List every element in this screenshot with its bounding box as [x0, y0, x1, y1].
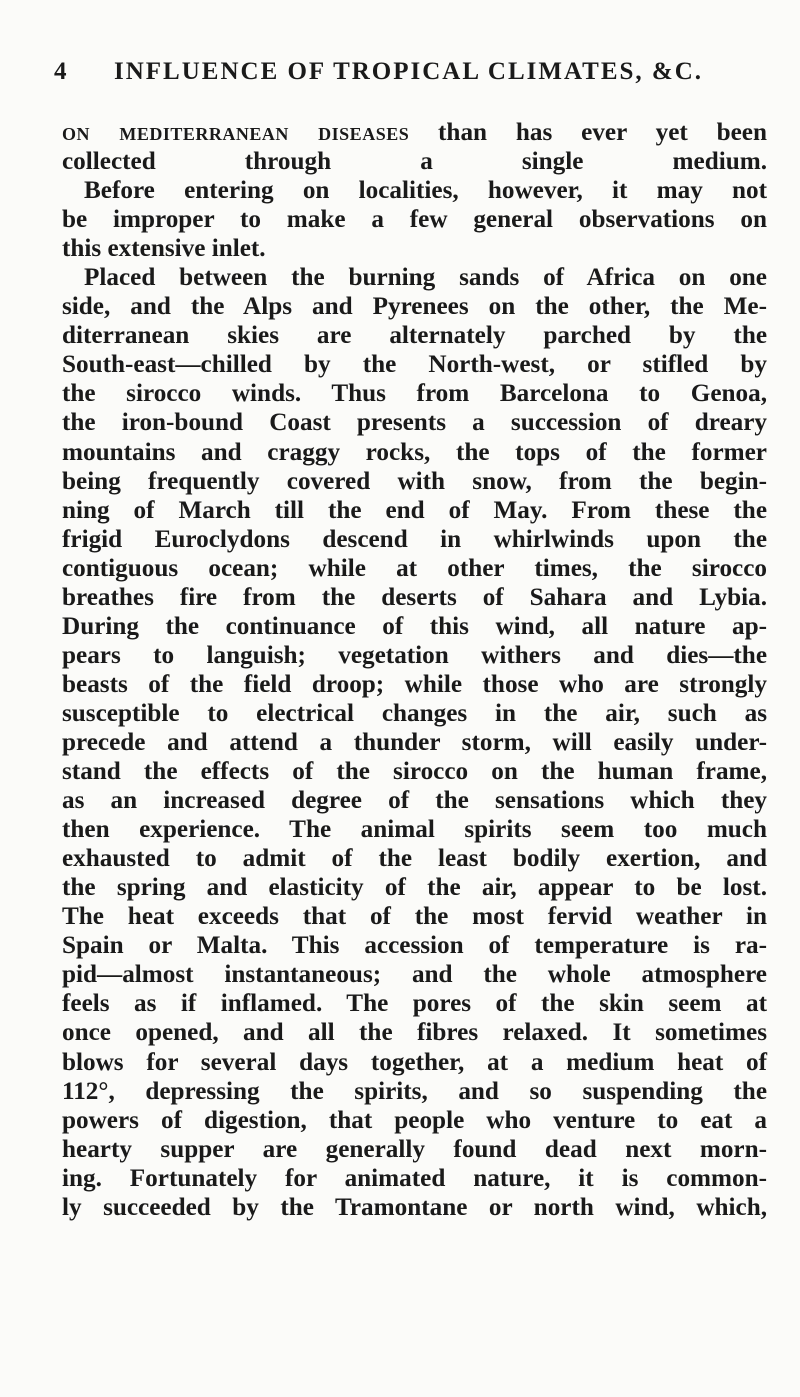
text-line: feels as if inflamed. The pores of the skin seem at: [62, 990, 767, 1018]
text-line: once opened, and all the fibres relaxed. It sometimes: [62, 1019, 767, 1047]
text-line: the iron-bound Coast presents a succession of dreary: [62, 409, 767, 437]
text-line: as an increased degree of the sensations which they: [62, 787, 767, 815]
text-line: diterranean skies are alternately parched by the: [62, 322, 767, 350]
text-line: the sirocco winds. Thus from Barcelona to Genoa,: [62, 380, 767, 408]
text-line-1: [62, 118, 767, 147]
text-line: then experience. The animal spirits seem too much: [62, 816, 767, 844]
text-line: hearty supper are generally found dead next morn-: [62, 1135, 767, 1163]
text-line: pid—almost instantaneous; and the whole atmosphere: [62, 961, 767, 989]
text-line: side, and the Alps and Pyrenees on the other, the Me-: [62, 293, 767, 321]
text-line: pears to languish; vegetation withers and dies—the: [62, 641, 767, 669]
text-line: blows for several days together, at a medium heat of: [62, 1048, 767, 1076]
text-line: beasts of the field droop; while those who are strongly: [62, 670, 767, 698]
text-line: Spain or Malta. This accession of temperature is ra-: [62, 932, 767, 960]
text-line: Placed between the burning sands of Africa on one: [84, 264, 767, 292]
text-line: precede and attend a thunder storm, will easily under-: [62, 728, 767, 756]
text-line: being frequently covered with snow, from the begin-: [62, 467, 767, 495]
text-line: ning of March till the end of May. From these the: [62, 496, 767, 524]
running-head-title: INFLUENCE OF TROPICAL CLIMATES, &C.: [114, 58, 704, 85]
text-line: ly succeeded by the Tramontane or north wind, which,: [62, 1193, 767, 1221]
text-line: susceptible to electrical changes in the air, such as: [62, 699, 767, 727]
text-line: the spring and elasticity of the air, appear to be lost.: [62, 874, 767, 902]
text-line: During the continuance of this wind, all nature ap-: [62, 612, 767, 640]
text-line: The heat exceeds that of the most fervid weather in: [62, 903, 767, 931]
text-line: South-east—chilled by the North-west, or stifled by: [62, 351, 767, 379]
page-number: 4: [54, 58, 68, 85]
smallcaps-phrase: on mediterranean diseases: [62, 119, 410, 146]
text-line: frigid Euroclydons descend in whirlwinds upon the: [62, 525, 767, 553]
text-line: ing. Fortunately for animated nature, it is common-: [62, 1164, 767, 1192]
text-line: stand the effects of the sirocco on the human frame,: [62, 758, 767, 786]
first-line-rest: than has ever yet been: [409, 119, 767, 146]
text-line: collected through a single medium.: [62, 148, 767, 176]
text-line: 112°, depressing the spirits, and so suspending the: [62, 1077, 767, 1105]
text-line: Before entering on localities, however, it may not: [84, 177, 767, 205]
text-line: exhausted to admit of the least bodily exertion, and: [62, 845, 767, 873]
text-line: mountains and craggy rocks, the tops of the former: [62, 438, 767, 466]
running-head: [54, 58, 766, 98]
text-line: powers of digestion, that people who venture to eat a: [62, 1106, 767, 1134]
text-line: breathes fire from the deserts of Sahara and Lybia.: [62, 583, 767, 611]
text-line: be improper to make a few general observations on: [62, 206, 767, 234]
text-line: this extensive inlet.: [62, 235, 266, 263]
body-text: [62, 118, 767, 1222]
text-line: contiguous ocean; while at other times, the sirocco: [62, 554, 767, 582]
